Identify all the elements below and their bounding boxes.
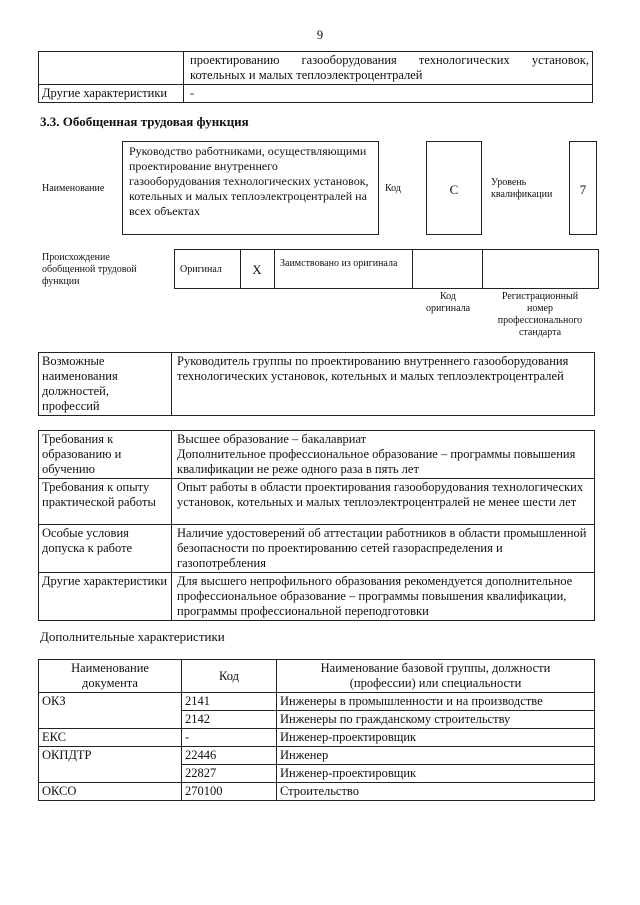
original-mark: X [252, 262, 262, 277]
section-title: 3.3. Обобщенная трудовая функция [40, 114, 249, 129]
table-row [39, 52, 593, 85]
education-line-1: Высшее образование – бакалавриат [177, 432, 367, 446]
header-name: Наименование базовой группы, должности (профессии) или специальности [277, 660, 595, 693]
code-box [426, 141, 482, 235]
other-value: Для высшего непрофильного образования рекомендуется дополнительное профессиональное образование – программы повышения квалификации, программы профессиональной переподготовки [172, 573, 595, 621]
education-value [172, 431, 595, 479]
table-row [39, 573, 595, 621]
positions-label: Возможные наименования должностей, профессий [39, 353, 172, 416]
table-row [39, 729, 595, 747]
positions-table [38, 352, 595, 416]
other-label: Другие характеристики [39, 573, 172, 621]
additional-table [38, 659, 595, 801]
qualification-level-label: Уровень квалификации [491, 177, 553, 200]
admission-value: Наличие удостоверений об аттестации работников в области промышленной безопасности по проектированию сетей газораспределения и газопотребления [172, 525, 595, 573]
code-label: Код [385, 183, 401, 194]
experience-label: Требования к опыту практической работы [39, 479, 172, 525]
continued-text-line-2: котельных и малых теплоэлектроцентралей [190, 68, 423, 82]
name-cell: Инженеры в промышленности и на производстве [277, 693, 595, 711]
education-label: Требования к образованию и обучению [39, 431, 172, 479]
requirements-table [38, 430, 595, 621]
table-row [39, 783, 595, 801]
doc-cell: ОКЗ [39, 693, 182, 729]
other-characteristics-label: Другие характеристики [39, 85, 184, 103]
divider [482, 249, 483, 289]
code-value: C [449, 182, 459, 197]
education-line-2: Дополнительное профессиональное образование – программы повышения квалификации не реже одного раза в пять лет [177, 447, 576, 476]
header-document: Наименование документа [39, 660, 182, 693]
continued-text-line-1: проектированию газооборудования технологических установок, [190, 53, 589, 67]
top-continuation-table [38, 51, 593, 103]
registration-number-caption: Регистрационный номер профессионального стандарта [497, 291, 583, 338]
table-row [39, 431, 595, 479]
name-label: Наименование [42, 183, 105, 194]
name-cell: Строительство [277, 783, 595, 801]
name-cell: Инженер [277, 747, 595, 765]
positions-value: Руководитель группы по проектированию внутреннего газооборудования технологических установок, котельных и малых теплоэлектроцентралей [172, 353, 595, 416]
experience-value: Опыт работы в области проектирования газооборудования технологических установок, котельных и малых теплоэлектроцентралей не менее шести лет [172, 479, 595, 525]
function-name-box [122, 141, 379, 235]
name-cell: Инженер-проектировщик [277, 729, 595, 747]
admission-label: Особые условия допуска к работе [39, 525, 172, 573]
level-box [569, 141, 597, 235]
doc-cell: ЕКС [39, 729, 182, 747]
header-code: Код [182, 660, 277, 693]
additional-title: Дополнительные характеристики [40, 629, 225, 644]
code-cell: 22827 [182, 765, 277, 783]
table-row [39, 479, 595, 525]
level-value: 7 [579, 182, 587, 197]
table-row [39, 85, 593, 103]
doc-cell: ОКСО [39, 783, 182, 801]
code-cell: - [182, 729, 277, 747]
name-cell: Инженеры по гражданскому строительству [277, 711, 595, 729]
table-row [39, 353, 595, 416]
code-cell: 2142 [182, 711, 277, 729]
code-original-caption: Код оригинала [425, 291, 471, 314]
name-cell: Инженер-проектировщик [277, 765, 595, 783]
other-characteristics-value: - [184, 85, 593, 103]
divider [274, 249, 275, 289]
page-number: 9 [316, 28, 324, 42]
doc-cell: ОКПДТР [39, 747, 182, 783]
table-row [39, 693, 595, 711]
table-row [39, 525, 595, 573]
code-cell: 270100 [182, 783, 277, 801]
table-header-row [39, 660, 595, 693]
divider [412, 249, 413, 289]
code-cell: 22446 [182, 747, 277, 765]
function-name-value: Руководство работниками, осуществляющими проектирование внутреннего газооборудования технологических установок, котельных и малых теплоэлектроцентралей на всех объектах [129, 144, 369, 218]
borrowed-label: Заимствовано из оригинала [280, 258, 398, 269]
table-row [39, 747, 595, 765]
code-cell: 2141 [182, 693, 277, 711]
origin-label: Происхождение обобщенной трудовой функции [42, 252, 137, 287]
original-label: Оригинал [180, 264, 222, 275]
